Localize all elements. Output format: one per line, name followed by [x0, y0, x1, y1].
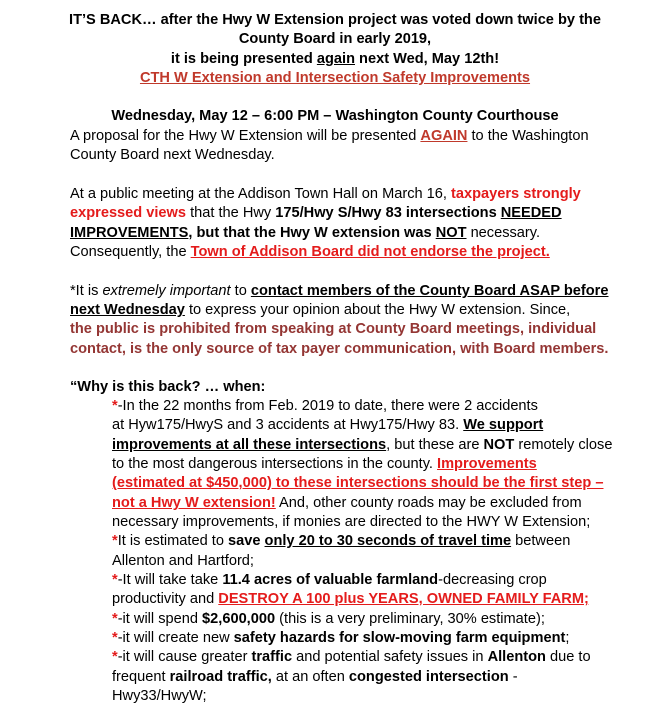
why-line-5: (estimated at $450,000) to these intersections should be the first step –: [112, 475, 604, 491]
why-line-8: *It is estimated to save only 20 to 30 seconds of travel time between: [112, 533, 571, 549]
why-line-1: *-In the 22 months from Feb. 2019 to date, there were 2 accidents: [112, 398, 538, 414]
header-line-3: it is being presented again next Wed, May 12th!: [170, 51, 500, 67]
why-line-9: Allenton and Hartford;: [112, 553, 254, 569]
p1-line-2: County Board next Wednesday.: [70, 147, 275, 163]
why-line-10: *-It will take take 11.4 acres of valuable farmland-decreasing crop: [112, 572, 547, 588]
meeting-info: Wednesday, May 12 – 6:00 PM – Washington County Courthouse: [111, 108, 559, 124]
subtitle: CTH W Extension and Intersection Safety Improvements: [139, 70, 531, 86]
p2-line-4: Consequently, the Town of Addison Board did not endorse the project.: [70, 244, 550, 260]
p3-line-4: contact, is the only source of tax payer communication, with Board members.: [70, 341, 609, 357]
p2-line-1: At a public meeting at the Addison Town Hall on March 16, taxpayers strongly: [70, 186, 581, 202]
why-line-16: Hwy33/HwyW;: [112, 688, 207, 704]
why-heading: “Why is this back? … when:: [70, 379, 266, 395]
header-line-1: IT’S BACK… after the Hwy W Extension project was voted down twice by the: [69, 12, 601, 28]
p3-line-2: next Wednesday to express your opinion about the Hwy W extension. Since,: [70, 302, 571, 318]
p2-line-3: IMPROVEMENTS, but that the Hwy W extension was NOT necessary.: [70, 225, 541, 241]
why-line-2: at Hyw175/HwyS and 3 accidents at Hwy175/Hwy 83. We support: [112, 417, 544, 433]
why-line-6: not a Hwy W extension! And, other county roads may be excluded from: [112, 495, 582, 511]
p3-line-3: the public is prohibited from speaking at County Board meetings, individual: [70, 321, 597, 337]
p2-line-2: expressed views that the Hwy 175/Hwy S/Hwy 83 intersections NEEDED: [70, 205, 562, 221]
why-line-4: to the most dangerous intersections in the county. Improvements: [112, 456, 537, 472]
why-line-15: frequent railroad traffic, at an often congested intersection -: [112, 669, 518, 685]
why-line-11: productivity and DESTROY A 100 plus YEARS, OWNED FAMILY FARM;: [112, 591, 589, 607]
p3-line-1: *It is extremely important to contact members of the County Board ASAP before: [70, 283, 609, 299]
p1-line-1: A proposal for the Hwy W Extension will be presented AGAIN to the Washington: [70, 128, 589, 144]
why-line-12: *-it will spend $2,600,000 (this is a very preliminary, 30% estimate);: [112, 611, 545, 627]
why-line-14: *-it will cause greater traffic and potential safety issues in Allenton due to: [112, 649, 591, 665]
why-line-13: *-it will create new safety hazards for slow-moving farm equipment;: [112, 630, 570, 646]
why-line-3: improvements at all these intersections, but these are NOT remotely close: [112, 437, 613, 453]
why-line-7: necessary improvements, if monies are directed to the HWY W Extension;: [112, 514, 591, 530]
header-line-2: County Board in early 2019,: [238, 31, 432, 47]
